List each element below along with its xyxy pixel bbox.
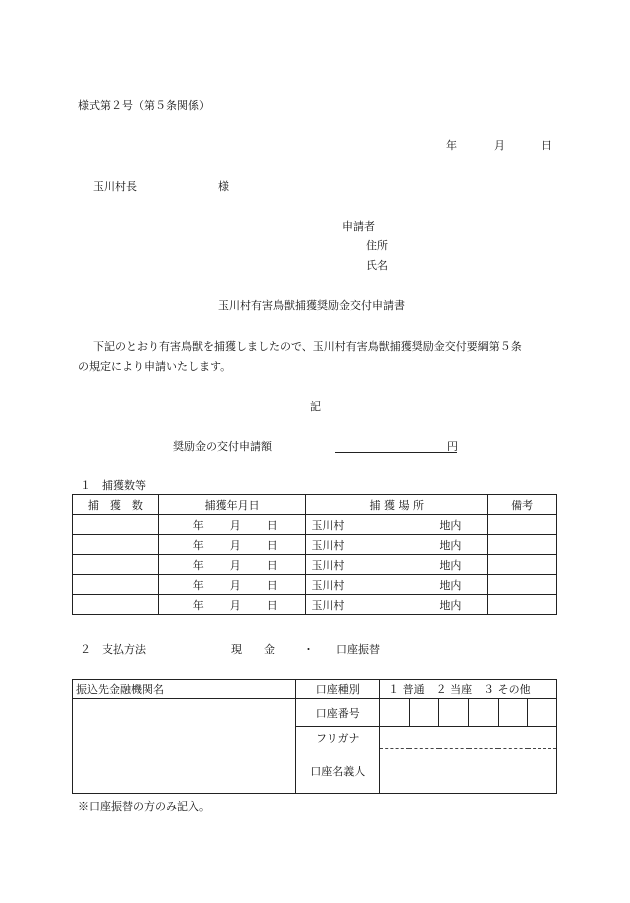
payment-option-cash[interactable]: 現 金 <box>231 643 275 656</box>
count-cell[interactable] <box>73 555 159 575</box>
account-number-digit[interactable] <box>439 699 469 727</box>
account-number-digit[interactable] <box>409 699 439 727</box>
amount-unit: 円 <box>447 440 458 453</box>
table-row <box>73 555 557 575</box>
applicant-address-label: 住所 <box>366 239 388 252</box>
table-row <box>73 595 557 615</box>
date-cell[interactable]: 年 月 日 <box>158 555 306 575</box>
bank-table <box>72 679 557 794</box>
header-place: 捕 獲 場 所 <box>306 495 488 515</box>
date-month: 月 <box>494 139 505 152</box>
remarks-cell[interactable] <box>488 595 557 615</box>
form-number: 様式第２号（第５条関係） <box>78 99 210 112</box>
account-type-label: 口座種別 <box>296 680 380 699</box>
section1-heading: １ 捕獲数等 <box>80 479 146 492</box>
footnote: ※口座振替の方のみ記入。 <box>78 800 210 813</box>
place-cell[interactable]: 玉川村 地内 <box>306 515 488 535</box>
date-cell[interactable]: 年 月 日 <box>158 515 306 535</box>
date-cell[interactable]: 年 月 日 <box>158 575 306 595</box>
account-type-options[interactable]: １ 普通 ２ 当座 ３ その他 <box>380 680 557 699</box>
account-holder-input[interactable] <box>380 749 557 794</box>
place-cell[interactable]: 玉川村 地内 <box>306 555 488 575</box>
header-remarks: 備考 <box>488 495 557 515</box>
amount-label: 奨励金の交付申請額 <box>173 440 272 453</box>
count-cell[interactable] <box>73 535 159 555</box>
document-title: 玉川村有害鳥獣捕獲奨励金交付申請書 <box>218 299 405 312</box>
date-day: 日 <box>541 139 552 152</box>
table-row <box>73 575 557 595</box>
place-cell[interactable]: 玉川村 地内 <box>306 575 488 595</box>
amount-underline <box>335 452 457 453</box>
furigana-input[interactable] <box>380 727 557 749</box>
date-year: 年 <box>446 139 457 152</box>
account-number-digit[interactable] <box>498 699 528 727</box>
ki-heading: 記 <box>310 400 321 413</box>
institution-label: 振込先金融機関名 <box>73 680 296 699</box>
remarks-cell[interactable] <box>488 535 557 555</box>
header-count: 捕 獲 数 <box>73 495 159 515</box>
table-row <box>73 535 557 555</box>
applicant-label: 申請者 <box>342 220 375 233</box>
account-number-digit[interactable] <box>528 699 557 727</box>
body-text-line1: 下記のとおり有害鳥獣を捕獲しましたので、玉川村有害鳥獣捕獲奨励金交付要綱第５条 <box>93 340 522 353</box>
account-number-label: 口座番号 <box>296 699 380 727</box>
addressee-name: 玉川村長 <box>93 180 137 193</box>
account-number-digit[interactable] <box>380 699 410 727</box>
payment-separator: ・ <box>303 643 314 656</box>
capture-table <box>72 494 557 615</box>
capture-table-header <box>73 495 557 515</box>
header-date: 捕獲年月日 <box>158 495 306 515</box>
remarks-cell[interactable] <box>488 515 557 535</box>
count-cell[interactable] <box>73 575 159 595</box>
date-cell[interactable]: 年 月 日 <box>158 595 306 615</box>
table-row <box>73 515 557 535</box>
body-text-line2: の規定により申請いたします。 <box>78 360 232 373</box>
date-cell[interactable]: 年 月 日 <box>158 535 306 555</box>
section2-heading: ２ 支払方法 <box>80 643 146 656</box>
remarks-cell[interactable] <box>488 555 557 575</box>
account-holder-label: 口座名義人 <box>296 749 380 794</box>
place-cell[interactable]: 玉川村 地内 <box>306 535 488 555</box>
count-cell[interactable] <box>73 515 159 535</box>
remarks-cell[interactable] <box>488 575 557 595</box>
place-cell[interactable]: 玉川村 地内 <box>306 595 488 615</box>
addressee-honorific: 様 <box>218 180 229 193</box>
count-cell[interactable] <box>73 595 159 615</box>
account-number-digit[interactable] <box>469 699 499 727</box>
institution-name-cell[interactable] <box>73 699 296 794</box>
furigana-label: フリガナ <box>296 727 380 749</box>
payment-option-transfer[interactable]: 口座振替 <box>336 643 380 656</box>
applicant-name-label: 氏名 <box>366 259 388 272</box>
